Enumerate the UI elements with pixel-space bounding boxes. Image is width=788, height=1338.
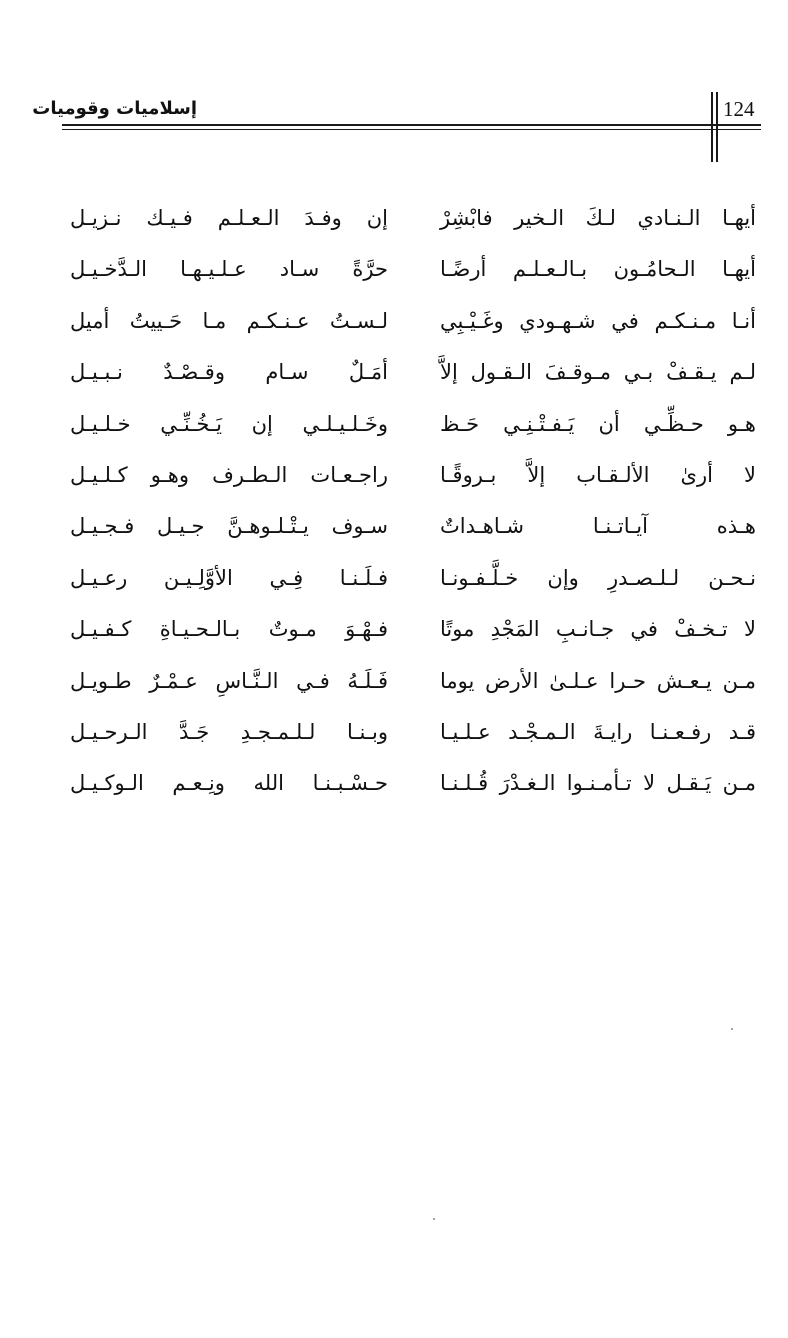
verse	[0, 712, 788, 763]
verse	[0, 506, 788, 557]
verse	[0, 558, 788, 609]
verse-first-hemistich: لـم يـقـفْ بـي مـوقـفَ الـقـول إلاَّ	[440, 360, 756, 385]
verse-second-hemistich: أمَـلٌ سـام وقـصْـدٌ نـبـيـل	[70, 360, 388, 385]
verse-second-hemistich: حـسْـبـنـا الله ونِـعـم الـوكـيـل	[70, 771, 388, 796]
header-rule-thick	[62, 124, 761, 126]
verse-first-hemistich: مـن يـعـش حـرا عـلـىٰ الأرض يوما	[440, 668, 756, 693]
verse-second-hemistich: إن وفـدَ الـعـلـم فـيـك نـزيـل	[70, 206, 388, 230]
verse-second-hemistich: وبـنـا لـلـمـجـدِ جَـدَّ الـرحـيـل	[70, 719, 388, 744]
verse-second-hemistich: حرَّةً سـاد عـلـيـهـا الـدَّخـيـل	[70, 257, 388, 282]
verse	[0, 249, 788, 300]
verse-second-hemistich: فـهْـوَ مـوتٌ بـالـحـيـاةِ كـفـيـل	[70, 617, 388, 642]
verse	[0, 455, 788, 506]
page-header	[0, 0, 788, 170]
verse	[0, 301, 788, 352]
scan-speck	[433, 1218, 435, 1220]
verse-first-hemistich: مـن يَـقـل لا تـأمـنـوا الـغـدْرَ قُـلـنـا	[440, 771, 756, 796]
verse-first-hemistich: أيهـا الـنـادي لـكَ الـخير فابْشِرْ	[440, 206, 756, 230]
verse-second-hemistich: لـسـتُ عـنـكـم مـا حَـييتُ أميل	[70, 308, 388, 333]
verse	[0, 763, 788, 814]
verse-first-hemistich: أنـا مـنـكـم في شـهـودي وغَـيْـبِي	[440, 308, 756, 333]
verse-second-hemistich: راجـعـات الـطـرف وهـو كـلـيـل	[70, 462, 388, 487]
header-vertical-bar	[711, 92, 713, 162]
verse	[0, 404, 788, 455]
scan-speck	[731, 1028, 733, 1030]
header-rule-thin	[62, 129, 761, 130]
poem	[0, 198, 788, 815]
verse-second-hemistich: فَـلَـهُ فـي الـنَّـاسِ عـمْـرٌ طـويـل	[70, 668, 388, 693]
running-title: إسلاميات وقوميات	[32, 98, 197, 119]
verse-first-hemistich: قـد رفـعـنـا رايـةَ الـمـجْـد عـلـيـا	[440, 719, 756, 744]
verse-second-hemistich: وخَـلـيـلـي إن يَـخُـنِّـي خـلـيـل	[70, 411, 388, 436]
verse-first-hemistich: نـحـن لـلـصـدرِ وإن خـلَّـفـونـا	[440, 565, 756, 590]
page-number: 124	[723, 97, 755, 121]
verse	[0, 609, 788, 660]
header-vertical-bar	[716, 92, 718, 162]
verse-first-hemistich: أيهـا الـحامُـون بـالـعـلـم أرضًـا	[440, 257, 756, 282]
verse	[0, 198, 788, 249]
verse-second-hemistich: سـوف يـتْـلـوهـنَّ جـيـل فـجـيـل	[70, 514, 388, 539]
verse-first-hemistich: لا أرىٰ الألـقـاب إلاَّ بـروقًـا	[440, 462, 756, 487]
verse-second-hemistich: فـلَـنـا فِـي الأوَّلِـيـن رعـيـل	[70, 565, 388, 590]
verse	[0, 352, 788, 403]
verse-first-hemistich: هـذه آيـاتـنـا شـاهـداتٌ	[440, 514, 756, 539]
verse-first-hemistich: لا تـخـفْ في جـانـبِ المَجْدِ موتًا	[440, 617, 756, 642]
verse-first-hemistich: هـو حـظِّـي أن يَـفـتْـنِـي حَـظ	[440, 411, 756, 436]
verse	[0, 661, 788, 712]
